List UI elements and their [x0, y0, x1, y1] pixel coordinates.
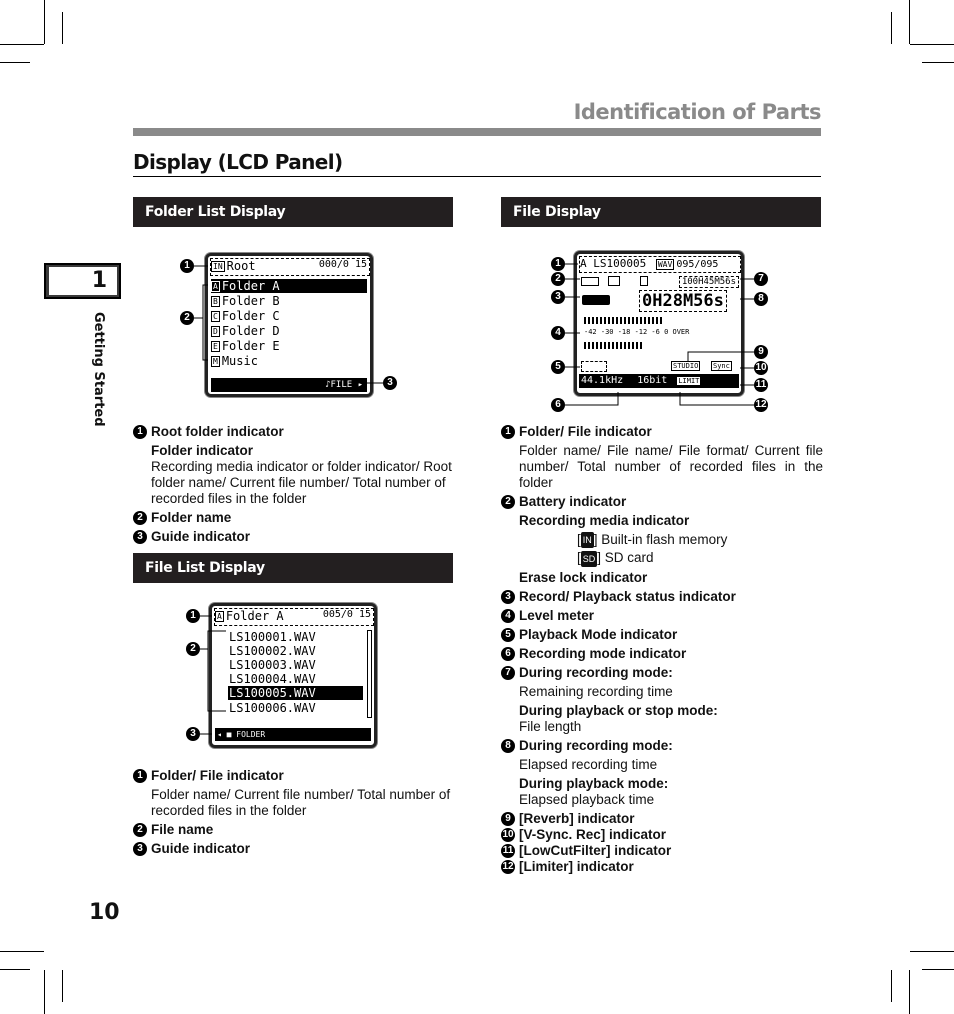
- callout-4: 4: [551, 326, 565, 340]
- legend-text: Recording media indicator or folder indicator/ Root folder name/ Current file number/ Total number of recorded files in the folder: [151, 459, 452, 506]
- chapter-number: 1: [49, 267, 117, 295]
- bullet-3: 3: [501, 590, 515, 604]
- legend-subtitle: Erase lock indicator: [519, 569, 648, 585]
- folder-name: Folder A: [221, 279, 280, 293]
- callout-9: 9: [754, 345, 768, 359]
- sync-indicator: Sync: [713, 362, 730, 370]
- guide-text: ♪FILE ▸: [325, 380, 363, 390]
- legend-text: Elapsed playback time: [519, 791, 655, 807]
- studio-indicator: STUDIO: [673, 362, 699, 370]
- bullet-2: 2: [133, 823, 147, 837]
- legend-title: During recording mode:: [519, 664, 673, 680]
- callout-12: 12: [755, 399, 767, 410]
- legend-subtitle: During playback or stop mode:: [519, 702, 718, 718]
- bullet-7: 7: [501, 666, 515, 680]
- legend-suffix: indicator: [609, 826, 667, 842]
- legend-suffix: indicator: [614, 842, 672, 858]
- folder-name: Folder D: [221, 324, 280, 338]
- limiter-indicator: LIMIT: [678, 377, 700, 385]
- folder-name: Folder E: [221, 339, 280, 353]
- callout-10: 10: [755, 362, 767, 373]
- callout-2: 2: [180, 311, 194, 325]
- bit-depth: 16bit: [637, 375, 668, 386]
- folder-icon: A: [217, 612, 222, 621]
- media-icon: IN: [213, 262, 223, 271]
- bullet-1: 1: [133, 769, 147, 783]
- bullet-2: 2: [501, 495, 515, 509]
- legend-item-10: 10 [V-Sync. Rec] indicator: [502, 826, 667, 842]
- elapsed-time: 0H28M56s: [639, 290, 727, 312]
- legend-item-4: [501, 608, 823, 624]
- page-number: 10: [89, 900, 120, 925]
- callout-3: 3: [186, 727, 200, 741]
- bullet-4: 4: [501, 609, 515, 623]
- legend-subtitle: Recording media indicator: [519, 513, 690, 528]
- format-badge: WAV: [657, 259, 673, 269]
- file-list-heading: File List Display: [133, 553, 453, 583]
- legend-item-2: [501, 494, 823, 586]
- folder-name: Folder C: [221, 309, 280, 323]
- file-display-legend: [501, 424, 823, 875]
- callout-3: 3: [551, 290, 565, 304]
- callout-2: 2: [186, 642, 200, 656]
- legend-text: Elapsed recording time: [519, 756, 658, 772]
- legend-title: During recording mode:: [519, 737, 673, 753]
- legend-title: File name: [151, 822, 214, 837]
- callout-2: 2: [551, 272, 565, 286]
- bullet-8: 8: [501, 739, 515, 753]
- bullet-10: 10: [502, 828, 514, 840]
- remaining-time: 100H45M56s: [679, 276, 739, 288]
- legend-title: Guide indicator: [151, 529, 251, 544]
- legend-item-1: [501, 424, 823, 491]
- bullet-6: 6: [501, 647, 515, 661]
- legend-title: Record/ Playback status indicator: [519, 588, 736, 604]
- callout-8: 8: [754, 292, 768, 306]
- callout-11: 11: [755, 379, 767, 390]
- callout-3: 3: [383, 376, 397, 390]
- callout-1: 1: [180, 259, 194, 273]
- bullet-2: 2: [133, 511, 147, 525]
- legend-title: Guide indicator: [151, 841, 251, 856]
- legend-text: SD card: [604, 550, 654, 566]
- bullet-11: 11: [502, 844, 514, 856]
- legend-title: LowCutFilter: [523, 842, 606, 858]
- file-row: LS100004.WAV: [229, 672, 316, 686]
- file-count: 095/095: [676, 259, 719, 270]
- legend-title: Playback Mode indicator: [519, 626, 678, 642]
- callout-5: 5: [551, 360, 565, 374]
- media-line-1: [ IN ] Built-in flash memory: [577, 532, 728, 547]
- file-row: LS100005.WAV: [228, 686, 363, 700]
- legend-title: Folder/ File indicator: [519, 424, 652, 439]
- bullet-12: 12: [502, 860, 514, 872]
- folder-name: Folder B: [221, 294, 280, 308]
- level-scale: -42 -30 -18 -12 -6 0 OVER: [584, 328, 690, 336]
- sample-rate: 44.1kHz: [581, 375, 624, 386]
- legend-text: Folder name/ File name/ File format/ Current file number/ Total number of recorded files in the folder: [519, 443, 823, 490]
- legend-title: Folder name: [151, 510, 232, 525]
- legend-item-9: 9 [Reverb] indicator: [501, 811, 823, 827]
- folder-badge: B: [213, 297, 218, 306]
- legend-item-3: [501, 589, 823, 605]
- legend-item-8: [501, 738, 823, 808]
- chapter-label: Getting Started: [91, 312, 106, 427]
- file-row: LS100003.WAV: [229, 658, 316, 672]
- sd-card-icon: SD: [581, 551, 598, 567]
- section-header: Identification of Parts: [573, 100, 821, 124]
- file-count: 005/0 15: [322, 609, 371, 620]
- legend-title: Folder/ File indicator: [151, 768, 284, 783]
- bullet-1: 1: [133, 425, 147, 439]
- legend-item-6: [501, 646, 823, 662]
- root-name: Root: [226, 259, 256, 273]
- folder-name: Music: [221, 354, 258, 368]
- legend-title: Battery indicator: [519, 494, 627, 509]
- media-line-2: [ SD ] SD card: [577, 550, 654, 566]
- folder-badge: C: [213, 312, 218, 321]
- folder-badge: E: [213, 342, 218, 351]
- callout-7: 7: [754, 272, 768, 286]
- folder-badge: M: [213, 357, 218, 366]
- file-name: A LS100005: [580, 257, 647, 270]
- legend-text: Remaining recording time: [519, 683, 673, 699]
- file-row: LS100001.WAV: [229, 630, 316, 644]
- legend-title: Limiter: [523, 858, 569, 874]
- callout-1: 1: [186, 609, 200, 623]
- file-display-heading: File Display: [501, 197, 821, 227]
- folder-badge: D: [213, 327, 218, 336]
- legend-title: Recording mode indicator: [519, 645, 687, 661]
- legend-text: Built-in flash memory: [601, 532, 728, 547]
- guide-text: ◂ ■ FOLDER: [217, 730, 266, 739]
- legend-title: Level meter: [519, 607, 595, 623]
- legend-suffix: indicator: [577, 810, 635, 826]
- legend-text: Folder name/ Current file number/ Total number of recorded files in the folder: [151, 787, 451, 818]
- folder-name: Folder A: [225, 609, 284, 623]
- bullet-3: 3: [133, 530, 147, 544]
- file-row: LS100006.WAV: [229, 701, 316, 715]
- legend-title: Reverb: [523, 810, 570, 826]
- bullet-1: 1: [501, 425, 515, 439]
- page-title: Display (LCD Panel): [133, 150, 343, 174]
- folder-list-heading: Folder List Display: [133, 197, 453, 227]
- legend-item-7: [501, 665, 823, 735]
- bullet-3: 3: [133, 842, 147, 856]
- callout-1: 1: [551, 257, 565, 271]
- file-count: 000/0 15: [318, 259, 367, 270]
- legend-suffix: indicator: [576, 858, 634, 874]
- legend-title: V-Sync. Rec: [523, 826, 601, 842]
- legend-text: File length: [519, 718, 582, 734]
- legend-subtitle: During playback mode:: [519, 775, 669, 791]
- legend-item-5: [501, 627, 823, 643]
- legend-item-12: 12 [Limiter] indicator: [502, 858, 634, 874]
- legend-title: Root folder indicator: [151, 424, 284, 439]
- folder-badge: A: [213, 282, 218, 291]
- bullet-5: 5: [501, 628, 515, 642]
- legend-subtitle: Folder indicator: [151, 443, 254, 458]
- callout-6: 6: [551, 398, 565, 412]
- legend-item-11: 11 [LowCutFilter] indicator: [502, 842, 672, 858]
- bullet-9: 9: [501, 812, 515, 826]
- flash-memory-icon: IN: [581, 532, 594, 548]
- file-row: LS100002.WAV: [229, 644, 316, 658]
